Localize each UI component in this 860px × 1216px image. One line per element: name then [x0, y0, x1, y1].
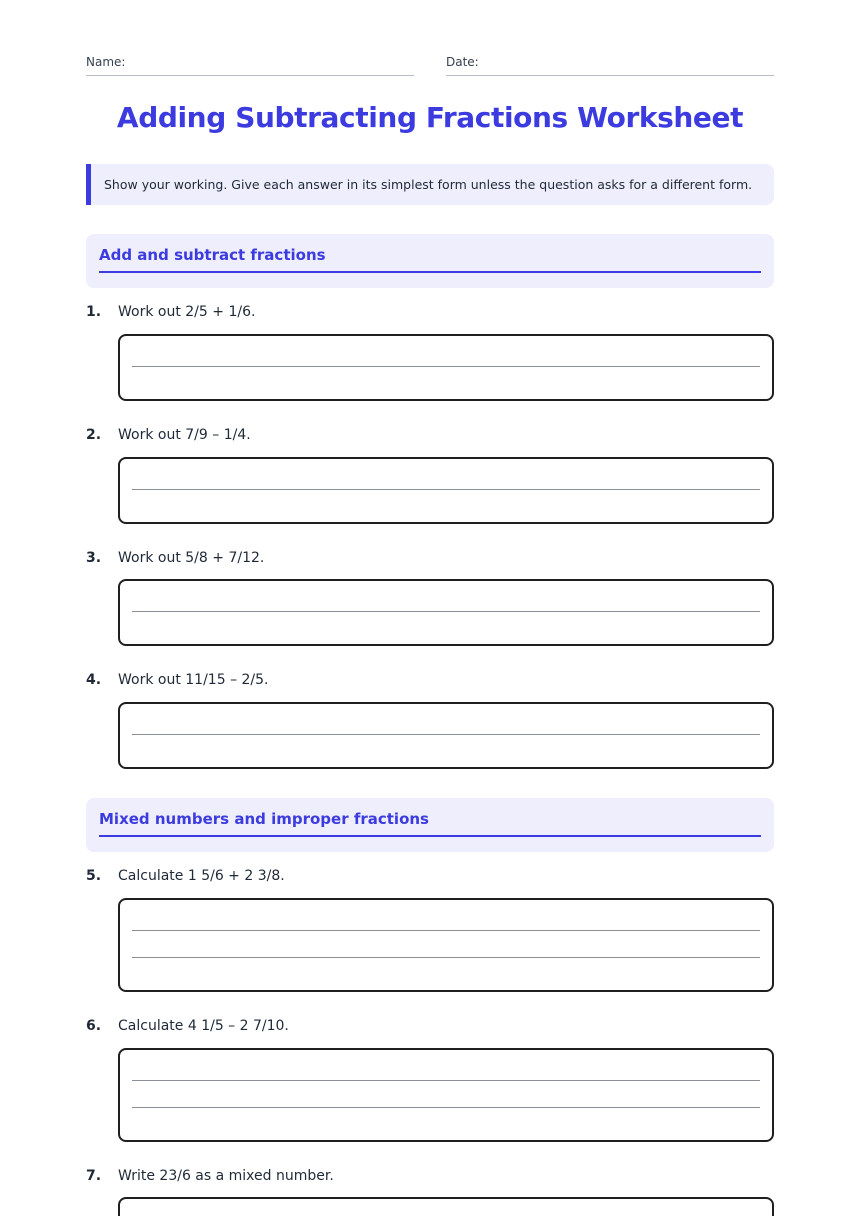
worksheet-page [86, 0, 774, 1216]
question-number: 3. [86, 550, 102, 566]
question-number: 1. [86, 304, 102, 320]
question-text: Calculate 1 5/6 + 2 3/8. [118, 868, 285, 884]
answer-line [132, 489, 760, 490]
question-text: Work out 2/5 + 1/6. [118, 304, 256, 320]
question-4 [86, 670, 774, 690]
question-2 [86, 425, 774, 445]
question-text: Write 23/6 as a mixed number. [118, 1168, 334, 1184]
question-6 [86, 1016, 774, 1036]
section-header-mixed-numbers [86, 798, 774, 852]
question-number: 6. [86, 1018, 102, 1034]
question-text: Work out 5/8 + 7/12. [118, 550, 265, 566]
answer-line [132, 930, 760, 931]
question-number: 7. [86, 1168, 102, 1184]
question-3 [86, 548, 774, 568]
question-text: Calculate 4 1/5 – 2 7/10. [118, 1018, 289, 1034]
question-number: 4. [86, 672, 102, 688]
answer-line [132, 957, 760, 958]
answer-box-2[interactable] [118, 457, 774, 524]
question-text: Work out 11/15 – 2/5. [118, 672, 269, 688]
answer-line [132, 734, 760, 735]
section-title: Mixed numbers and improper fractions [99, 809, 761, 837]
question-1 [86, 302, 774, 322]
answer-line [132, 1107, 760, 1108]
answer-box-3[interactable] [118, 579, 774, 646]
name-field[interactable] [86, 54, 414, 76]
worksheet-title: Adding Subtracting Fractions Worksheet [116, 101, 744, 134]
question-5 [86, 866, 774, 886]
answer-line [132, 1080, 760, 1081]
instructions-callout [86, 164, 774, 205]
answer-box-7[interactable] [118, 1197, 774, 1216]
section-title: Add and subtract fractions [99, 245, 761, 273]
question-number: 5. [86, 868, 102, 884]
answer-box-1[interactable] [118, 334, 774, 401]
answer-line [132, 366, 760, 367]
question-7 [86, 1166, 774, 1186]
question-number: 2. [86, 427, 102, 443]
answer-box-5[interactable] [118, 898, 774, 992]
answer-box-6[interactable] [118, 1048, 774, 1142]
date-label: Date: [446, 55, 479, 69]
name-label: Name: [86, 55, 126, 69]
instructions-text: Show your working. Give each answer in its simplest form unless the question asks for a different form. [104, 177, 753, 192]
header-fields [86, 54, 774, 76]
answer-box-4[interactable] [118, 702, 774, 769]
date-field[interactable] [446, 54, 774, 76]
section-header-add-subtract [86, 234, 774, 288]
answer-line [132, 611, 760, 612]
question-text: Work out 7/9 – 1/4. [118, 427, 251, 443]
